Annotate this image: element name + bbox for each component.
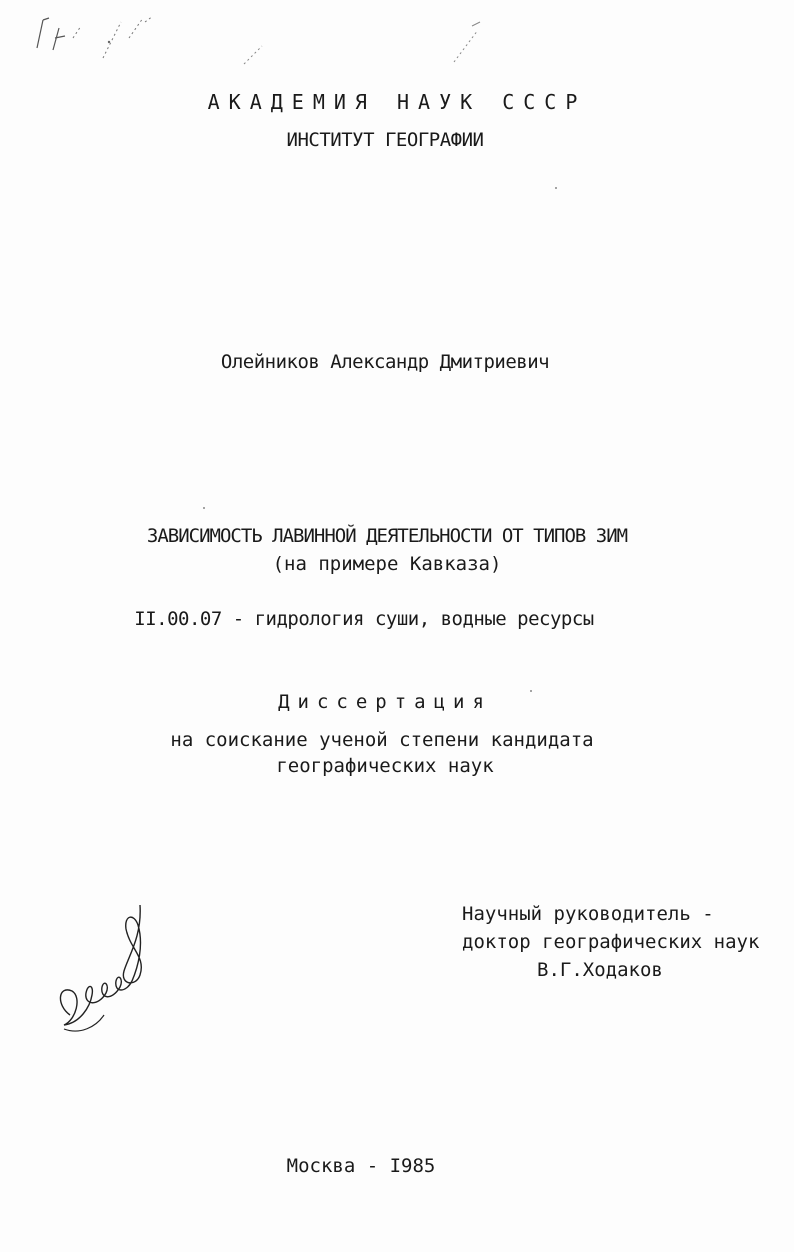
supervisor-block xyxy=(462,900,782,984)
paper-speck xyxy=(555,187,557,189)
place-and-year: Москва - I985 xyxy=(286,1155,436,1177)
supervisor-line-1: Научный руководитель - xyxy=(462,903,714,925)
supervisor-line-2: доктор географических наук xyxy=(462,931,760,953)
dissertation-heading: Диссертация xyxy=(278,691,492,713)
pencil-marks-top-left xyxy=(25,8,175,78)
pencil-mark-top-center xyxy=(240,40,270,70)
author-name: Олейников Александр Дмитриевич xyxy=(220,351,550,373)
pencil-mark-top-right xyxy=(448,20,488,70)
supervisor-name: В.Г.Ходаков xyxy=(537,959,663,981)
dissertation-title: ЗАВИСИМОСТЬ ЛАВИННОЙ ДЕЯТЕЛЬНОСТИ ОТ ТИПОВ ЗИМ xyxy=(146,525,628,547)
institute-heading: ИНСТИТУТ ГЕОГРАФИИ xyxy=(286,129,484,151)
degree-line-1: на соискание ученой степени кандидата xyxy=(170,729,594,751)
handwritten-signature xyxy=(50,895,160,1045)
academy-heading: АКАДЕМИЯ НАУК СССР xyxy=(207,90,587,114)
degree-line-2: географических наук xyxy=(276,755,494,777)
specialty-code: II.00.07 - гидрология суши, водные ресурсы xyxy=(134,608,594,630)
paper-speck xyxy=(203,507,205,509)
dissertation-subtitle: (на примере Кавказа) xyxy=(272,553,502,575)
